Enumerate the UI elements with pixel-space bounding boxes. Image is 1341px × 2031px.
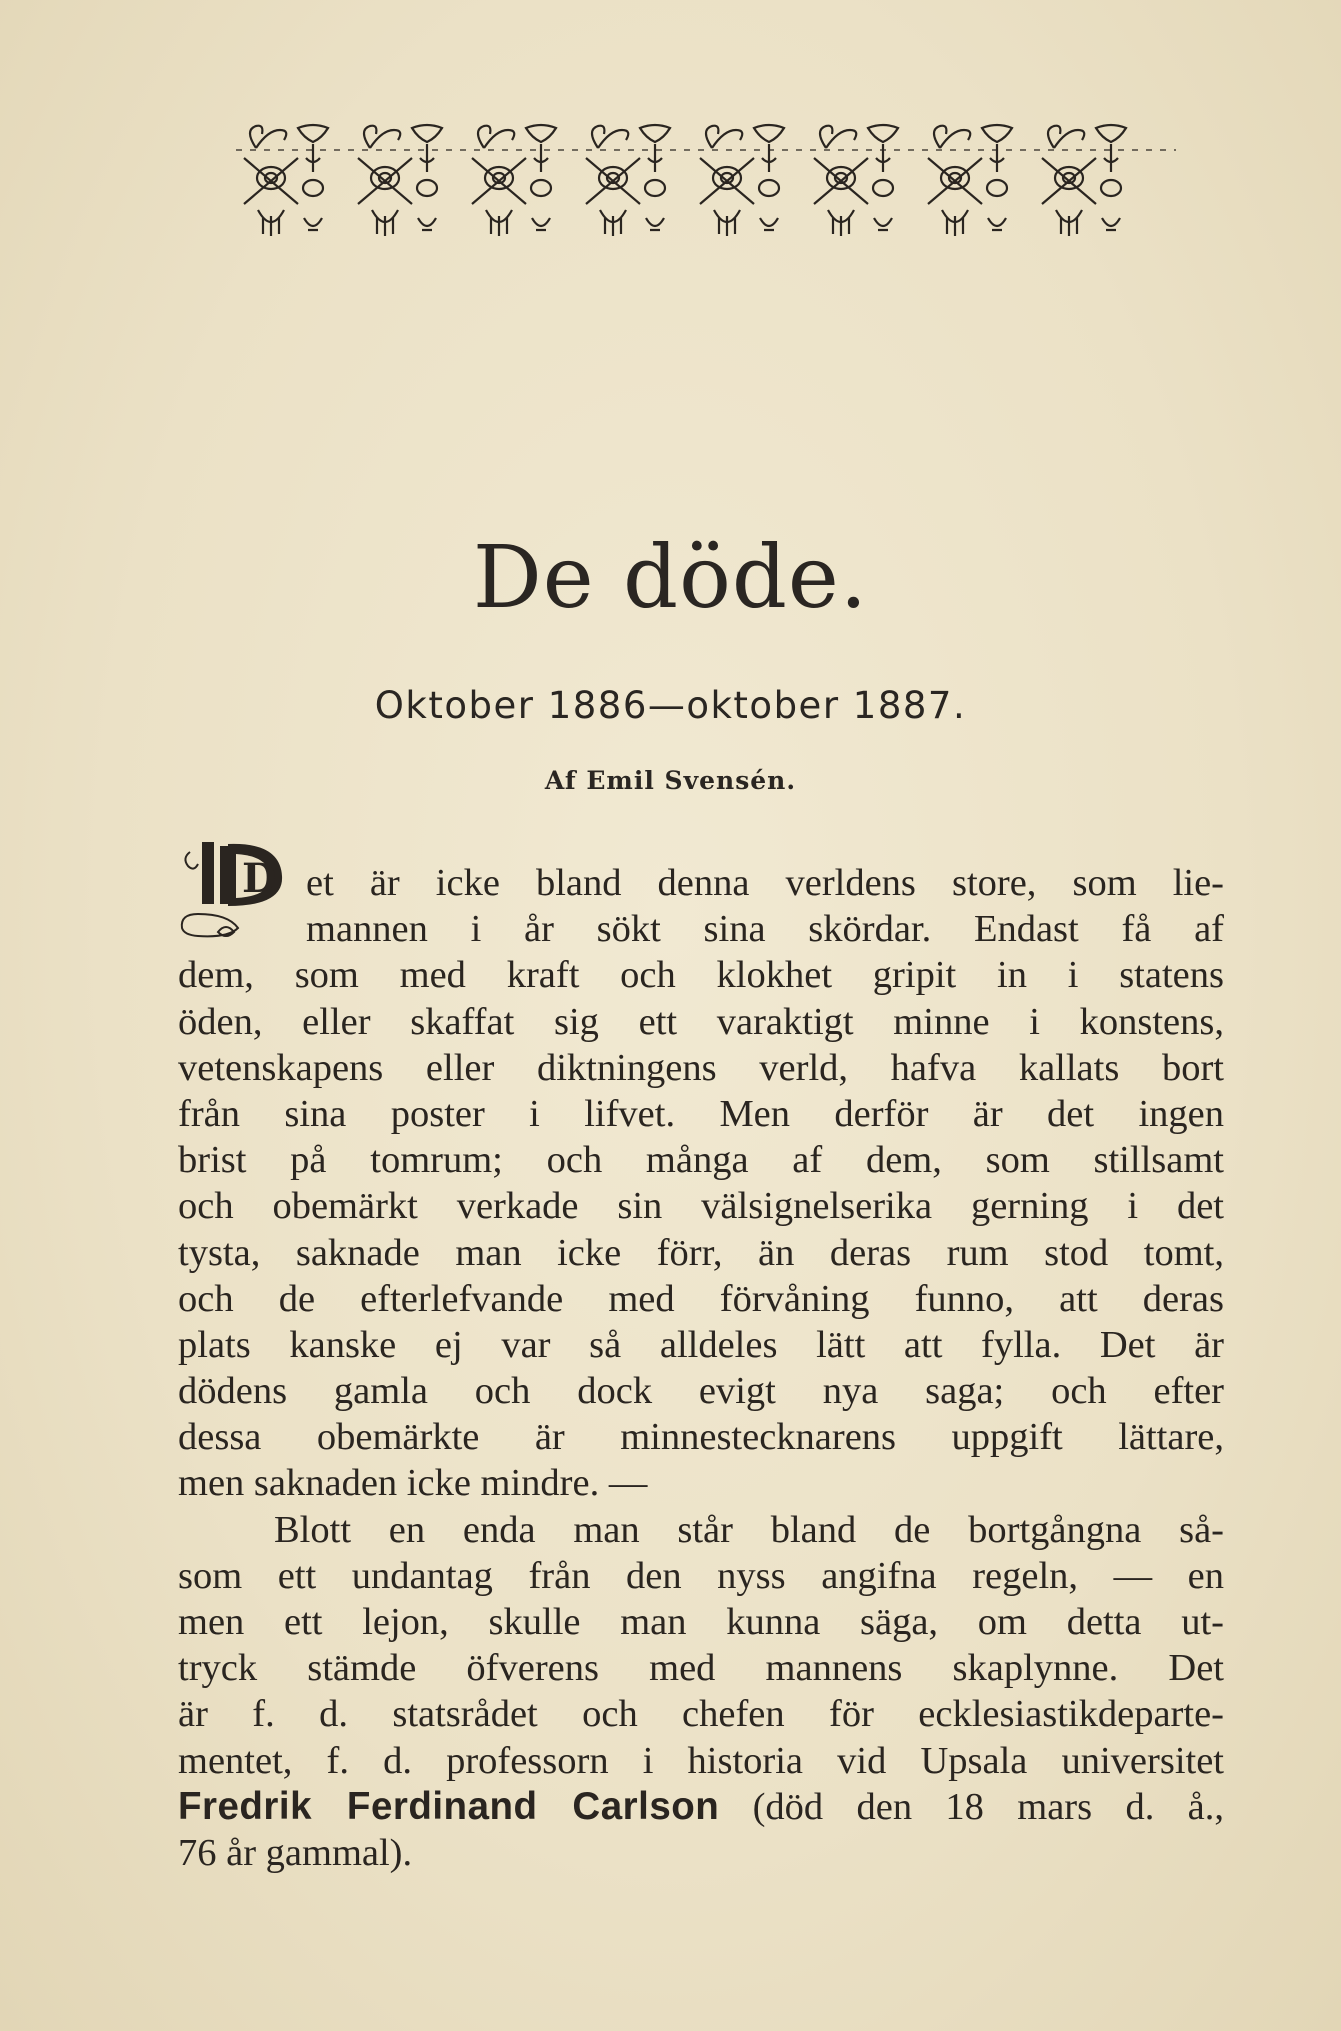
text-line: dessa obemärkte är minnestecknarens uppgift lättare, bbox=[178, 1416, 1224, 1459]
text-line: Blott en enda man står bland de bortgångna så- bbox=[274, 1508, 1224, 1551]
text-line: men saknaden icke mindre. — bbox=[178, 1462, 648, 1505]
text-line: brist på tomrum; och många af dem, som stillsamt bbox=[178, 1139, 1224, 1182]
text-line: från sina poster i lifvet. Men derför är det ingen bbox=[178, 1092, 1224, 1135]
text-line: och obemärkt verkade sin välsignelserika gerning i det bbox=[178, 1185, 1224, 1228]
svg-text:D: D bbox=[242, 855, 277, 902]
text-line: et är icke bland denna verldens store, som lie- bbox=[306, 862, 1224, 904]
text-line: är f. d. statsrådet och chefen för ecklesiastikdeparte- bbox=[178, 1693, 1224, 1736]
text-line: vetenskapens eller diktningens verld, hafva kallats bort bbox=[178, 1046, 1224, 1089]
text-line: mentet, f. d. professorn i historia vid Upsala universitet bbox=[178, 1739, 1224, 1782]
text-line: öden, eller skaffat sig ett varaktigt minne i konstens, bbox=[178, 1000, 1224, 1043]
vignette-ornament-icon bbox=[236, 118, 1176, 248]
text-line-with-name bbox=[178, 1784, 1224, 1830]
page-title: De döde. bbox=[472, 528, 869, 628]
text-line: men ett lejon, skulle man kunna säga, om detta ut- bbox=[178, 1601, 1224, 1643]
text-line: och de efterlefvande med förvåning funno, att deras bbox=[178, 1277, 1224, 1320]
text-line: plats kanske ej var så alldeles lätt att fylla. Det är bbox=[178, 1323, 1224, 1366]
text-line: mannen i år sökt sina skördar. Endast få af bbox=[306, 908, 1224, 951]
text-line: tysta, saknade man icke förr, än deras rum stod tomt, bbox=[178, 1231, 1224, 1274]
text-fragment: (död den 18 mars d. å., bbox=[752, 1785, 1224, 1828]
text-line: tryck stämde öfverens med mannens skaplynne. Det bbox=[178, 1647, 1224, 1690]
text-line: 76 år gammal). bbox=[178, 1831, 413, 1874]
text-line: dem, som med kraft och klokhet gripit in i statens bbox=[178, 954, 1224, 997]
person-name: Fredrik Ferdinand Carlson bbox=[178, 1784, 720, 1828]
author-byline: Af Emil Svensén. bbox=[544, 766, 797, 795]
article-body bbox=[178, 860, 1224, 1876]
text-line: dödens gamla och dock evigt nya saga; och efter bbox=[178, 1370, 1224, 1413]
date-range-subtitle: Oktober 1886—oktober 1887. bbox=[374, 684, 967, 727]
text-line: som ett undantag från den nyss angifna regeln, — en bbox=[178, 1554, 1224, 1597]
